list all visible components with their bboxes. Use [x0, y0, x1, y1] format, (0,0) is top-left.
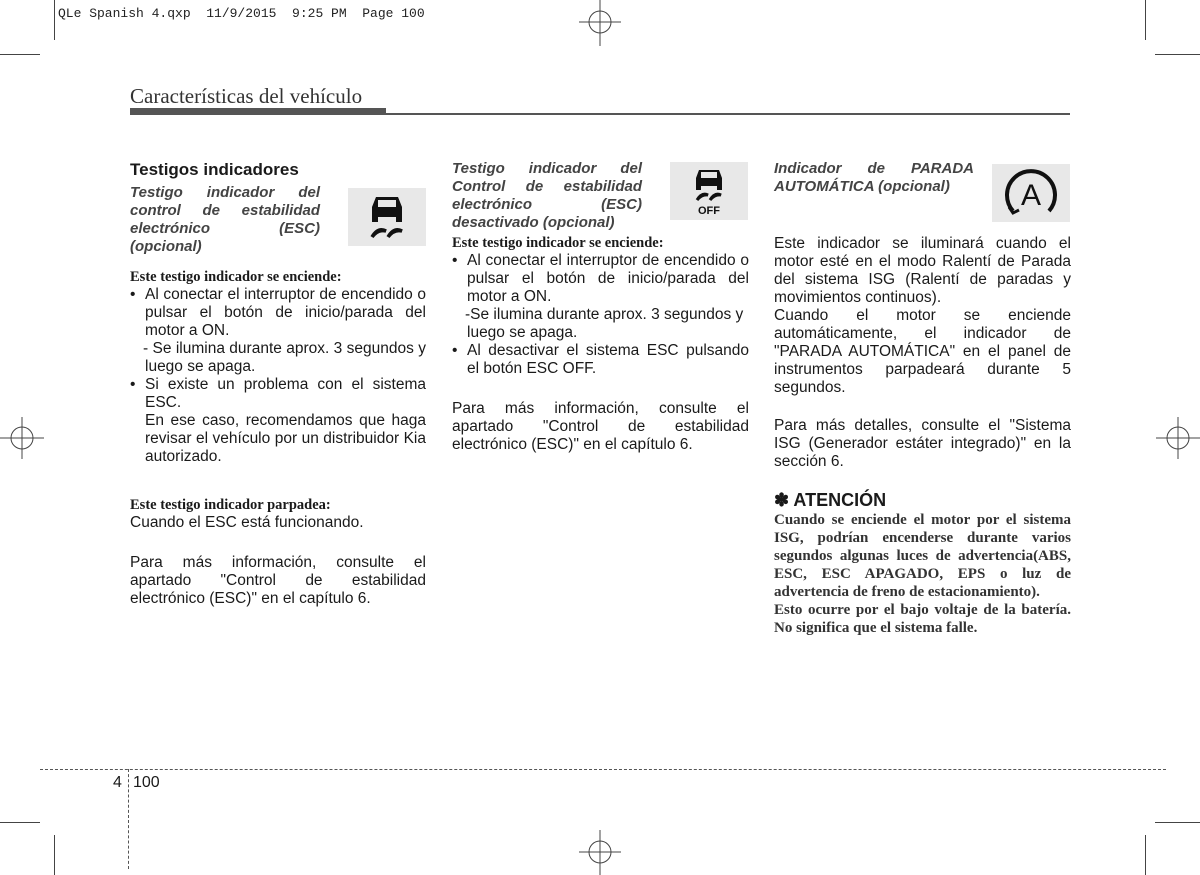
svg-text:OFF: OFF: [698, 205, 720, 216]
registration-mark-bottom-icon: [575, 830, 625, 875]
registration-mark-top-icon: [575, 0, 625, 50]
paragraph: Este indicador se iluminará cuando el motor esté en el modo Ralentí de Parada del sistema ISG (Ralentí de paradas y movimientos continuos).: [774, 235, 1071, 306]
esc-off-indicator-icon: [670, 162, 748, 220]
section-title: Características del vehículo: [130, 84, 363, 108]
column-esc-indicator: [130, 160, 426, 608]
blink-text: Cuando el ESC está funcionando.: [130, 514, 364, 531]
footer-rule: [40, 769, 1166, 770]
more-info: Para más información, consulte el apartado "Control de estabilidad electrónico (ESC)" en el capítulo 6.: [130, 554, 426, 607]
on-list-2: [452, 342, 749, 378]
on-list: [452, 252, 749, 306]
esc-off-subtitle: Testigo indicador del Control de estabilidad electrónico (ESC) desactivado (opcional): [452, 160, 642, 231]
chapter-number: 4: [113, 774, 122, 791]
on-list-2: [130, 376, 426, 412]
list-item: • Al conectar el interruptor de encendido o pulsar el botón de inicio/parada del motor a ON.: [130, 286, 426, 340]
more-info: Para más información, consulte el apartado "Control de estabilidad electrónico (ESC)" en el capítulo 6.: [452, 400, 749, 453]
lead-on: Este testigo indicador se enciende:: [452, 235, 664, 251]
column-auto-stop-indicator: [774, 160, 1071, 637]
list-item: • Si existe un problema con el sistema ESC.: [130, 376, 426, 412]
section-heading: Testigos indicadores: [130, 160, 299, 179]
on-list: [130, 286, 426, 340]
dash-item: - Se ilumina durante aprox. 3 segundos y luego se apaga.: [143, 340, 426, 375]
esc-subtitle: Testigo indicador del control de estabilidad electrónico (ESC) (opcional): [130, 184, 320, 255]
registration-mark-right-icon: [1154, 415, 1200, 461]
caution-title: ✽ ATENCIÓN: [774, 490, 887, 510]
lead-on: Este testigo indicador se enciende:: [130, 269, 342, 285]
auto-stop-subtitle: Indicador de PARADA AUTOMÁTICA (opcional): [774, 160, 974, 195]
column-esc-off-indicator: [452, 160, 749, 454]
auto-stop-indicator-icon: [992, 164, 1070, 222]
footer-divider: [128, 769, 129, 869]
paragraph: Cuando el motor se enciende automáticamente, el indicador de "PARADA AUTOMÁTICA" en el panel de instrumentos parpadeará durante 5 segundos.: [774, 307, 1071, 396]
paragraph: Para más detalles, consulte el "Sistema ISG (Generador estáter integrado)" en la sección 6.: [774, 417, 1071, 470]
title-rule-line: [386, 113, 1070, 115]
registration-mark-left-icon: [0, 415, 46, 461]
list-item: • Al conectar el interruptor de encendido o pulsar el botón de inicio/parada del motor a ON.: [452, 252, 749, 306]
title-rule: [130, 108, 386, 115]
page-number: 100: [133, 774, 160, 791]
print-header: QLe Spanish 4.qxp 11/9/2015 9:25 PM Page 100: [58, 6, 425, 21]
esc-indicator-icon: [348, 188, 426, 246]
caution-text: Cuando se enciende el motor por el sistema ISG, podrían encenderse durante varios segundos algunas luces de advertencia(ABS, ESC, ESC APAGADO, EPS o luz de advertencia de freno de estacionamiento).: [774, 512, 1071, 600]
bullet-continuation: En ese caso, recomendamos que haga revisar el vehículo por un distribuidor Kia autorizado.: [145, 412, 426, 465]
svg-text:A: A: [1020, 179, 1042, 212]
lead-blink: Este testigo indicador parpadea:: [130, 497, 331, 513]
list-item: • Al desactivar el sistema ESC pulsando el botón ESC OFF.: [452, 342, 749, 378]
dash-item: -Se ilumina durante aprox. 3 segundos y luego se apaga.: [465, 306, 744, 341]
caution-text: Esto ocurre por el bajo voltaje de la batería. No significa que el sistema falle.: [774, 602, 1071, 636]
